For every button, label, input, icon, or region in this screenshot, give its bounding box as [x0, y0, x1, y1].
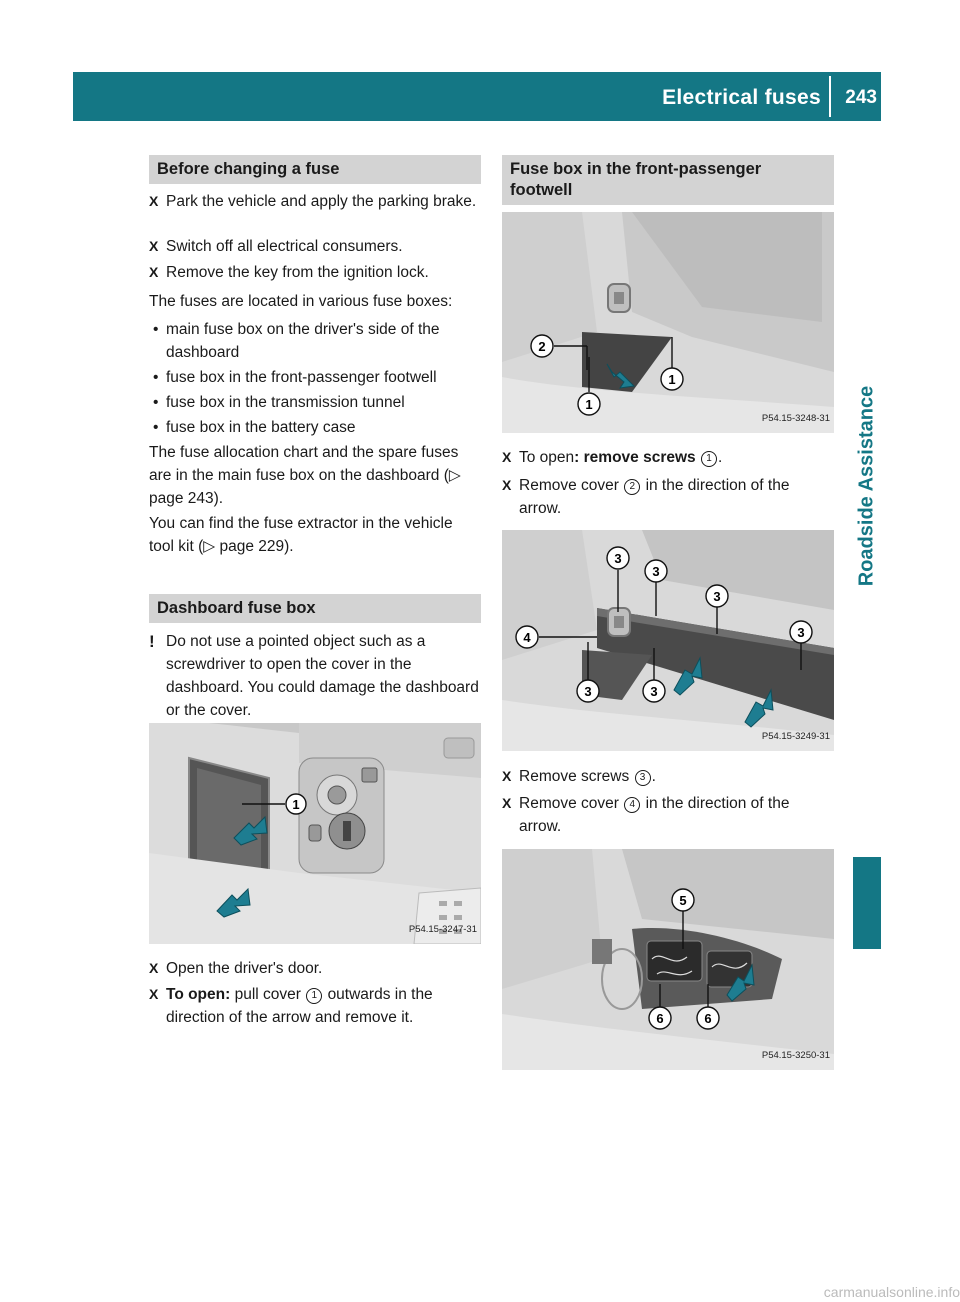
callout-6: 6 [704, 1011, 712, 1026]
callout-3: 3 [584, 684, 592, 699]
section-heading-dashboard-fuse-box: Dashboard fuse box [149, 594, 481, 623]
callout-4: 4 [523, 630, 531, 645]
section-heading-passenger-footwell: Fuse box in the front-passenger footwell [502, 155, 834, 205]
figure-code: P54.15-3249-31 [761, 731, 830, 742]
callout-ref-1: 1 [306, 988, 322, 1004]
side-tab [853, 121, 881, 851]
callout-ref-2: 2 [624, 479, 640, 495]
step-park: X Park the vehicle and apply the parking brake. [149, 190, 481, 213]
watermark: carmanualsonline.info [823, 1284, 960, 1300]
paragraph-fuse-locations: The fuses are located in various fuse boxes: [149, 293, 453, 310]
callout-3: 3 [652, 564, 660, 579]
step-pull-cover: X To open: pull cover 1 outwards in the direction of the arrow and remove it. [149, 983, 481, 1029]
figure-footwell-fuse-box [502, 849, 834, 1070]
callout-3: 3 [650, 684, 658, 699]
header-divider [829, 76, 831, 117]
step-marker: X [149, 960, 159, 976]
callout-3: 3 [614, 551, 622, 566]
dashboard-illustration [149, 723, 481, 944]
step-remove-screws-1: X To open: remove screws 1 . [502, 446, 834, 469]
step-remove-screws-3: X Remove screws 3 . [502, 765, 834, 788]
list-item: • fuse box in the transmission tunnel [153, 394, 405, 411]
step-switch-off: X Switch off all electrical consumers. [149, 235, 481, 258]
callout-2: 2 [538, 339, 546, 354]
figure-code: P54.15-3250-31 [761, 1050, 830, 1061]
callout-6: 6 [656, 1011, 664, 1026]
footwell-illustration [502, 212, 834, 433]
step-marker: X [149, 238, 159, 254]
callout-1: 1 [585, 397, 593, 412]
list-item: • main fuse box on the driver's side of the dashboard [153, 321, 440, 361]
figure-footwell-cover [502, 530, 834, 751]
step-remove-cover-2: X Remove cover 2 in the direction of the arrow. [502, 474, 834, 520]
figure-code: P54.15-3248-31 [761, 413, 830, 424]
page-number: 243 [845, 87, 877, 108]
list-item: • fuse box in the front-passenger footwell [153, 369, 437, 386]
callout-5: 5 [679, 893, 687, 908]
footwell-cover-illustration [502, 530, 834, 751]
warning-icon: ! [149, 632, 155, 651]
figure-dashboard-fuse-box [149, 723, 481, 944]
step-marker: X [502, 795, 512, 811]
paragraph-fuse-extractor: You can find the fuse extractor in the vehicle tool kit (▷ page 229). [149, 515, 453, 555]
list-item: • fuse box in the battery case [153, 419, 356, 436]
callout-ref-1: 1 [701, 451, 717, 467]
side-tab-marker [853, 857, 881, 949]
callout-3: 3 [797, 625, 805, 640]
step-remove-key: X Remove the key from the ignition lock. [149, 261, 481, 284]
callout-1: 1 [292, 797, 300, 812]
step-remove-cover-4: X Remove cover 4 in the direction of the arrow. [502, 792, 834, 838]
step-marker: X [149, 193, 159, 209]
section-heading-before-changing: Before changing a fuse [149, 155, 481, 184]
step-marker: X [149, 986, 159, 1002]
step-marker: X [149, 264, 159, 280]
callout-ref-4: 4 [624, 797, 640, 813]
header-bar [73, 72, 881, 121]
figure-code: P54.15-3247-31 [408, 924, 477, 935]
callout-3: 3 [713, 589, 721, 604]
figure-footwell-open [502, 212, 834, 433]
warning-note: ! Do not use a pointed object such as a screwdriver to open the cover in the dashboard. You could damage the dashboard or the cover. [149, 632, 479, 719]
callout-ref-3: 3 [635, 770, 651, 786]
fuse-box-illustration [502, 849, 834, 1070]
callout-1: 1 [668, 372, 676, 387]
step-open-door: X Open the driver's door. [149, 957, 481, 980]
chapter-title: Electrical fuses [662, 86, 821, 109]
step-marker: X [502, 477, 512, 493]
step-marker: X [502, 768, 512, 784]
side-tab-label: Roadside Assistance [855, 385, 878, 587]
paragraph-allocation-chart: The fuse allocation chart and the spare fuses are in the main fuse box on the dashboard (▷ page 243). [149, 444, 461, 507]
step-marker: X [502, 449, 512, 465]
